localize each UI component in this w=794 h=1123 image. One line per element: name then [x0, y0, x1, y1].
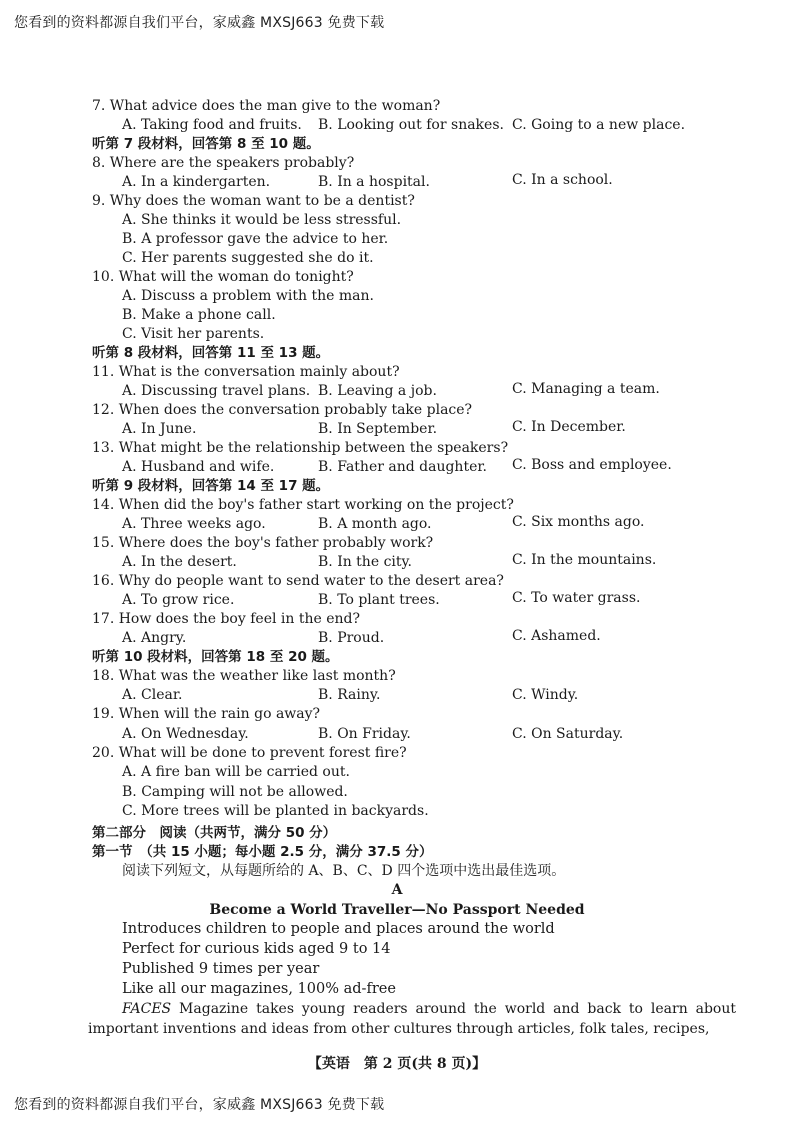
option-line: C. More trees will be planted in backyards.: [122, 803, 429, 819]
option-line: A. In a kindergarten.: [122, 174, 271, 190]
option-line: C. Visit her parents.: [122, 326, 265, 342]
option-line: A. In the desert.: [122, 554, 237, 570]
option-line: A. Husband and wife.: [122, 459, 275, 475]
bullet-line: Like all our magazines, 100% ad-free: [122, 981, 396, 997]
option-line: C. Going to a new place.: [512, 117, 686, 133]
option-line: A. A fire ban will be carried out.: [122, 764, 350, 780]
option-line: B. Looking out for snakes.: [318, 117, 504, 133]
part2-heading: 第二部分 阅读（共两节，满分 50 分）: [92, 825, 337, 841]
bullet-line: Introduces children to people and places around the world: [122, 921, 555, 937]
section-instruction: 听第 7 段材料，回答第 8 至 10 题。: [92, 136, 320, 152]
option-line: B. A professor gave the advice to her.: [122, 231, 389, 247]
option-line: A. On Wednesday.: [122, 726, 249, 742]
option-line: B. To plant trees.: [318, 592, 440, 608]
question-line: 12. When does the conversation probably take place?: [92, 402, 473, 418]
option-line: C. Her parents suggested she do it.: [122, 250, 374, 266]
option-line: C. Windy.: [512, 687, 579, 703]
option-line: C. Boss and employee.: [512, 457, 672, 473]
section-instruction: 听第 8 段材料，回答第 11 至 13 题。: [92, 345, 330, 361]
magazine-name: FACES: [122, 1001, 172, 1017]
option-line: B. Make a phone call.: [122, 307, 276, 323]
option-line: C. In a school.: [512, 172, 613, 188]
question-line: 18. What was the weather like last month?: [92, 668, 396, 684]
paragraph-text: Magazine takes young readers around the world and back to learn about important inventions and ideas from other cultures through articles, folk tales, recipes,: [88, 1001, 736, 1037]
option-line: B. A month ago.: [318, 516, 432, 532]
question-line: 17. How does the boy feel in the end?: [92, 611, 360, 627]
option-line: A. Taking food and fruits.: [122, 117, 302, 133]
question-line: 9. Why does the woman want to be a dentist?: [92, 193, 415, 209]
option-line: B. In the city.: [318, 554, 413, 570]
option-line: A. In June.: [122, 421, 197, 437]
question-line: 10. What will the woman do tonight?: [92, 269, 354, 285]
question-line: 14. When did the boy's father start working on the project?: [92, 497, 514, 513]
top-watermark-banner: 您看到的资料都源自我们平台，家威鑫 MXSJ663 免费下载: [14, 15, 385, 31]
section-instruction: 听第 9 段材料，回答第 14 至 17 题。: [92, 478, 330, 494]
option-line: C. Ashamed.: [512, 628, 601, 644]
option-line: C. On Saturday.: [512, 726, 624, 742]
section-instruction: 听第 10 段材料，回答第 18 至 20 题。: [92, 649, 339, 665]
question-line: 8. Where are the speakers probably?: [92, 155, 355, 171]
option-line: B. Father and daughter.: [318, 459, 487, 475]
question-line: 7. What advice does the man give to the woman?: [92, 98, 441, 114]
passage-title: Become a World Traveller—No Passport Needed: [209, 902, 585, 918]
option-line: B. Rainy.: [318, 687, 381, 703]
section1-heading: 第一节 （共 15 小题；每小题 2.5 分，满分 37.5 分）: [92, 844, 433, 860]
bullet-line: Published 9 times per year: [122, 961, 320, 977]
option-line: A. Clear.: [122, 687, 183, 703]
question-line: 20. What will be done to prevent forest fire?: [92, 745, 407, 761]
option-line: C. In December.: [512, 419, 626, 435]
option-line: A. Discuss a problem with the man.: [122, 288, 374, 304]
option-line: C. To water grass.: [512, 590, 641, 606]
option-line: A. Angry.: [122, 630, 187, 646]
question-line: 11. What is the conversation mainly about?: [92, 364, 400, 380]
option-line: A. Discussing travel plans.: [122, 383, 311, 399]
option-line: B. Proud.: [318, 630, 385, 646]
option-line: B. In September.: [318, 421, 438, 437]
option-line: B. Leaving a job.: [318, 383, 437, 399]
passage-letter: A: [391, 882, 403, 898]
option-line: B. On Friday.: [318, 726, 411, 742]
option-line: C. In the mountains.: [512, 552, 657, 568]
option-line: A. To grow rice.: [122, 592, 235, 608]
question-line: 19. When will the rain go away?: [92, 706, 321, 722]
question-line: 16. Why do people want to send water to the desert area?: [92, 573, 504, 589]
passage-paragraph: [88, 999, 736, 1039]
page-footer: 【英语 第 2 页(共 8 页)】: [307, 1056, 487, 1072]
question-line: 15. Where does the boy's father probably work?: [92, 535, 434, 551]
option-line: B. Camping will not be allowed.: [122, 784, 348, 800]
option-line: A. She thinks it would be less stressful.: [122, 212, 402, 228]
bottom-watermark-banner: 您看到的资料都源自我们平台，家威鑫 MXSJ663 免费下载: [14, 1097, 385, 1113]
option-line: B. In a hospital.: [318, 174, 430, 190]
reading-instruction: 阅读下列短文，从每题所给的 A、B、C、D 四个选项中选出最佳选项。: [122, 863, 566, 879]
bullet-line: Perfect for curious kids aged 9 to 14: [122, 941, 391, 957]
option-line: C. Six months ago.: [512, 514, 645, 530]
question-line: 13. What might be the relationship between the speakers?: [92, 440, 509, 456]
option-line: A. Three weeks ago.: [122, 516, 266, 532]
option-line: C. Managing a team.: [512, 381, 660, 397]
